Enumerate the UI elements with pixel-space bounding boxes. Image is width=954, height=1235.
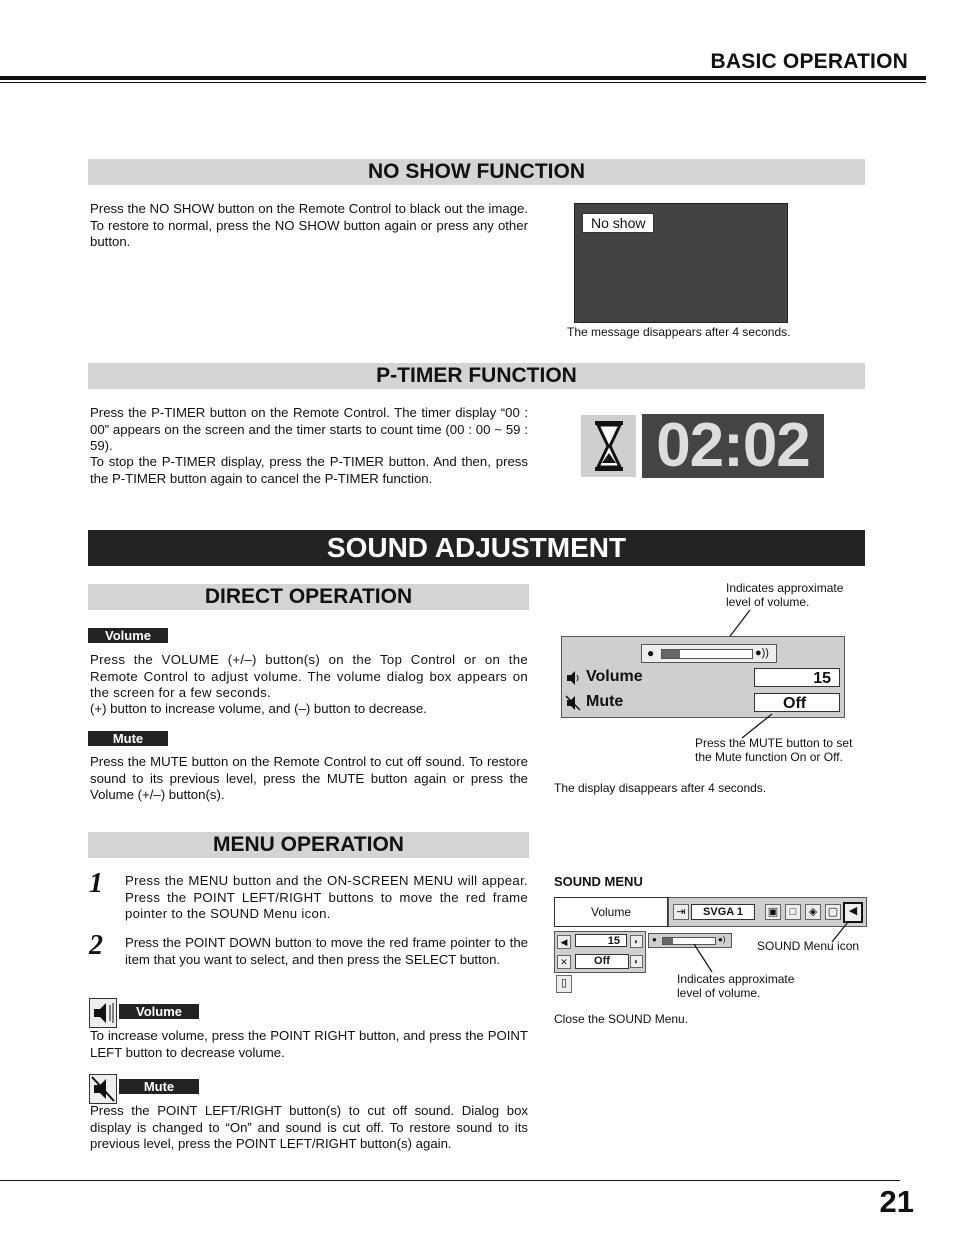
running-header: BASIC OPERATION: [710, 50, 908, 73]
direct-volume-body-2: (+) button to increase volume, and (–) button to decrease.: [90, 701, 427, 716]
menu-source: SVGA 1: [691, 904, 755, 920]
mute-icon: [565, 695, 581, 711]
menu-speaker-low-icon: ●: [652, 935, 657, 944]
menu-volume-adjust-icon: ◐: [630, 935, 643, 948]
menu-volume-tag: Volume: [119, 1004, 199, 1019]
menu-mute-icon: ✕: [557, 955, 571, 969]
p-timer-body-2: To stop the P-TIMER display, press the P-TIMER button. And then, press the P-TIMER button again to cancel the P-TIMER function.: [90, 454, 528, 486]
dialog-volume-value: 15: [754, 668, 840, 687]
volume-tag: Volume: [88, 628, 168, 643]
callout-mute-line-2: the Mute function On or Off.: [695, 750, 843, 764]
callout-sound-menu-icon: SOUND Menu icon: [757, 939, 860, 953]
step-2-text: Press the POINT DOWN button to move the red frame pointer to the item that you want to select, and then press the SELECT button.: [125, 935, 528, 967]
callout-menu-level-line-1: Indicates approximate: [677, 972, 795, 986]
display-icon: ▢: [825, 904, 841, 920]
dialog-mute-value: Off: [754, 693, 840, 712]
volume-dialog: [561, 636, 845, 718]
step-2-number: 2: [89, 930, 103, 961]
callout-level-line-2: level of volume.: [726, 595, 810, 609]
volume-icon: [565, 670, 581, 686]
hourglass-icon: [581, 415, 636, 477]
menu-volume-level-fill: [663, 938, 673, 944]
volume-level-bar: [661, 649, 753, 659]
callout-menu-level-line-2: level of volume.: [677, 986, 761, 1000]
callout-close-menu: Close the SOUND Menu.: [554, 1012, 689, 1026]
no-show-caption: The message disappears after 4 seconds.: [567, 325, 791, 339]
sound-menu-icon: ◀: [843, 902, 863, 923]
footer-rule: [0, 1180, 900, 1181]
menu-mute-adjust-icon: ◐: [630, 955, 643, 968]
callout-mute-line-1: Press the MUTE button to set: [695, 736, 853, 750]
no-show-body: Press the NO SHOW button on the Remote Control to black out the image. To restore to normal, press the NO SHOW button again or press any other button.: [90, 201, 528, 249]
callout-menu-level-pointer: [688, 942, 718, 976]
menu-volume-value: 15: [575, 934, 627, 947]
volume-slider-box: [641, 644, 777, 663]
header-rule-thin: [0, 82, 926, 83]
sound-adjustment-title: SOUND ADJUSTMENT: [88, 530, 865, 566]
p-timer-title: P-TIMER FUNCTION: [88, 363, 865, 389]
menu-operation-title: MENU OPERATION: [88, 832, 529, 858]
volume-level-fill: [662, 650, 680, 658]
p-timer-body-1: Press the P-TIMER button on the Remote Control. The timer display “00 : 00” appears on the screen and the timer starts to count time (00 : 00 ~ 59 : 59).: [90, 405, 528, 453]
callout-level-line-1: Indicates approximate: [726, 581, 844, 595]
direct-mute-body: Press the MUTE button on the Remote Control to cut off sound. To restore sound to its previous level, press the MUTE button again or press the Volume (+/–) button(s).: [90, 754, 528, 802]
screen-icon: □: [785, 904, 801, 920]
no-show-screen: [574, 203, 788, 323]
volume-menu-icon: [89, 998, 117, 1028]
image-icon: ▣: [765, 904, 781, 920]
direct-volume-body: Press the VOLUME (+/–) button(s) on the Top Control or on the Remote Control to adjust volume. The volume dialog box appears on the screen for a few seconds.: [90, 652, 528, 700]
step-1-number: 1: [89, 868, 103, 899]
header-rule: [0, 76, 926, 80]
no-show-message: No show: [582, 213, 654, 233]
sound-menu-label: SOUND MENU: [554, 874, 643, 889]
direct-operation-title: DIRECT OPERATION: [88, 584, 529, 610]
menu-mute-value: Off: [575, 954, 629, 969]
mute-tag: Mute: [88, 731, 168, 746]
speaker-low-icon: ●: [647, 646, 655, 660]
menu-mute-body: Press the POINT LEFT/RIGHT button(s) to cut off sound. Dialog box display is changed to “On” and sound is cut off. To restore sound to its previous level, press the POINT LEFT/RIGHT button(s) again.: [90, 1103, 528, 1151]
setting-icon: ◈: [805, 904, 821, 920]
mute-menu-icon: [89, 1074, 117, 1104]
menu-volume-icon: ◀: [557, 935, 571, 949]
menu-volume-body: To increase volume, press the POINT RIGHT button, and press the POINT LEFT button to decrease volume.: [90, 1028, 528, 1060]
menu-speaker-high-icon: ●): [718, 935, 726, 944]
dialog-mute-label: Mute: [586, 693, 624, 710]
menu-selected-item: Volume: [554, 897, 668, 927]
dialog-volume-label: Volume: [586, 668, 643, 685]
page-number: 21: [879, 1184, 914, 1219]
close-menu-icon: ▯: [556, 975, 572, 993]
speaker-high-icon: ●)): [755, 647, 769, 659]
no-show-title: NO SHOW FUNCTION: [88, 159, 865, 185]
menu-subpanel: [554, 931, 646, 973]
direct-caption: The display disappears after 4 seconds.: [554, 781, 767, 795]
input-icon: ⇥: [673, 904, 689, 920]
menu-mute-tag: Mute: [119, 1079, 199, 1094]
step-1-text: Press the MENU button and the ON-SCREEN MENU will appear. Press the POINT LEFT/RIGHT buttons to move the red frame pointer to the SOUND Menu icon.: [125, 873, 528, 921]
timer-display: 02:02: [642, 414, 824, 478]
